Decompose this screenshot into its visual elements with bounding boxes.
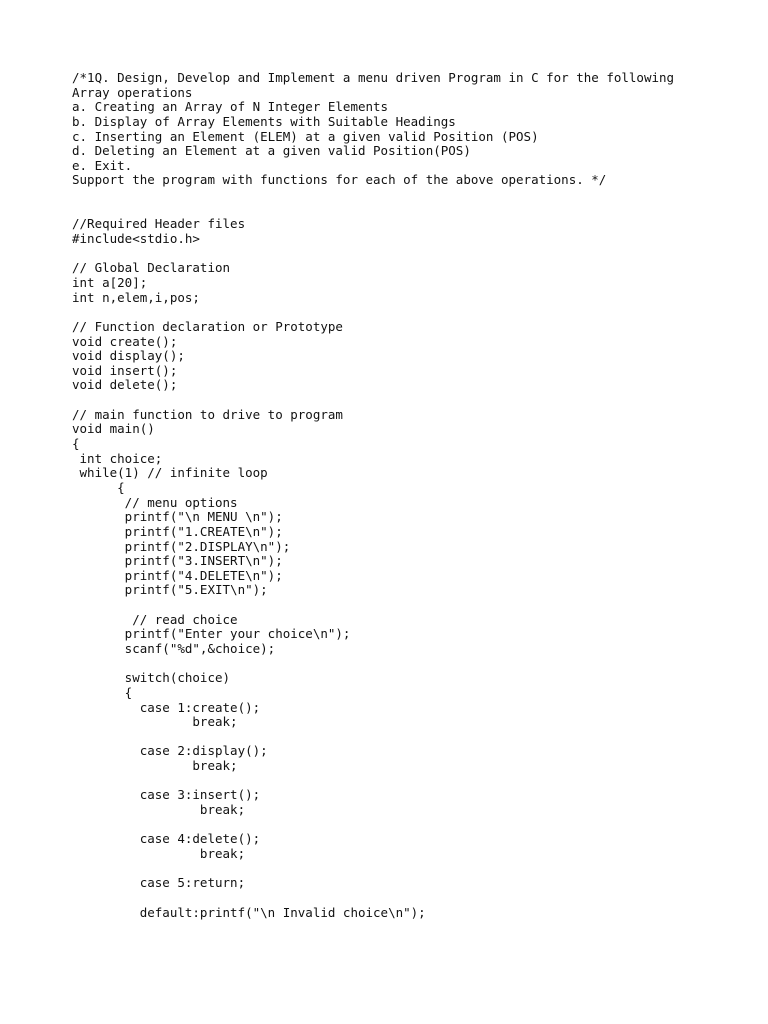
code-line: switch(choice)	[72, 670, 231, 686]
code-line: case 5:return;	[72, 875, 246, 891]
code-line	[72, 774, 674, 789]
code-line: c. Inserting an Element (ELEM) at a given valid Position (POS)	[72, 128, 539, 144]
code-line	[72, 393, 674, 408]
code-line: a. Creating an Array of N Integer Elements	[72, 99, 389, 115]
code-line: void delete();	[72, 377, 178, 393]
code-line	[72, 862, 674, 877]
code-line	[72, 188, 674, 203]
code-line: case 4:delete();	[72, 831, 261, 847]
code-line: int a[20];	[72, 274, 148, 290]
code-line: Support the program with functions for each of the above operations. */	[72, 172, 607, 188]
code-line: e. Exit.	[72, 157, 133, 173]
code-line: printf("3.INSERT\n");	[72, 553, 283, 569]
source-code-block	[72, 71, 674, 920]
code-line: case 2:display();	[72, 743, 268, 759]
code-line: d. Deleting an Element at a given valid Position(POS)	[72, 143, 471, 159]
code-line: //Required Header files	[72, 216, 246, 232]
code-line: /*1Q. Design, Develop and Implement a menu driven Program in C for the following	[72, 70, 675, 85]
code-line: #include<stdio.h>	[72, 231, 200, 247]
code-line: printf("4.DELETE\n");	[72, 567, 283, 583]
code-line: break;	[72, 758, 238, 774]
code-line: break;	[72, 845, 246, 861]
code-line: Array operations	[72, 84, 193, 100]
code-line: while(1) // infinite loop	[72, 465, 268, 481]
code-line	[72, 730, 674, 745]
code-line	[72, 891, 674, 906]
code-line: printf("5.EXIT\n");	[72, 582, 268, 598]
code-line: // Global Declaration	[72, 260, 231, 276]
code-line: printf("1.CREATE\n");	[72, 523, 283, 539]
code-line: default:printf("\n Invalid choice\n");	[72, 904, 426, 920]
code-line	[72, 818, 674, 833]
code-line: // Function declaration or Prototype	[72, 318, 343, 334]
code-line	[72, 203, 674, 218]
code-line: {	[72, 436, 80, 452]
code-line: {	[72, 684, 133, 700]
code-line	[72, 598, 674, 613]
code-line: {	[72, 479, 125, 495]
code-line: // menu options	[72, 494, 238, 510]
code-line: int choice;	[72, 450, 163, 466]
code-line: break;	[72, 714, 238, 730]
code-line: printf("Enter your choice\n");	[72, 626, 351, 642]
code-line: scanf("%d",&choice);	[72, 640, 276, 656]
code-line: printf("2.DISPLAY\n");	[72, 538, 291, 554]
code-line: // read choice	[72, 611, 238, 627]
code-line	[72, 657, 674, 672]
code-line	[72, 305, 674, 320]
code-line: // main function to drive to program	[72, 406, 343, 422]
code-line: case 1:create();	[72, 699, 261, 715]
code-line: int n,elem,i,pos;	[72, 289, 200, 305]
code-line: void main()	[72, 421, 155, 437]
code-line: void create();	[72, 333, 178, 349]
code-line: void display();	[72, 348, 185, 364]
code-line	[72, 247, 674, 262]
code-line: case 3:insert();	[72, 787, 261, 803]
code-line: b. Display of Array Elements with Suitable Headings	[72, 113, 456, 129]
code-line: break;	[72, 802, 246, 818]
code-line: printf("\n MENU \n");	[72, 509, 283, 525]
code-line: void insert();	[72, 362, 178, 378]
